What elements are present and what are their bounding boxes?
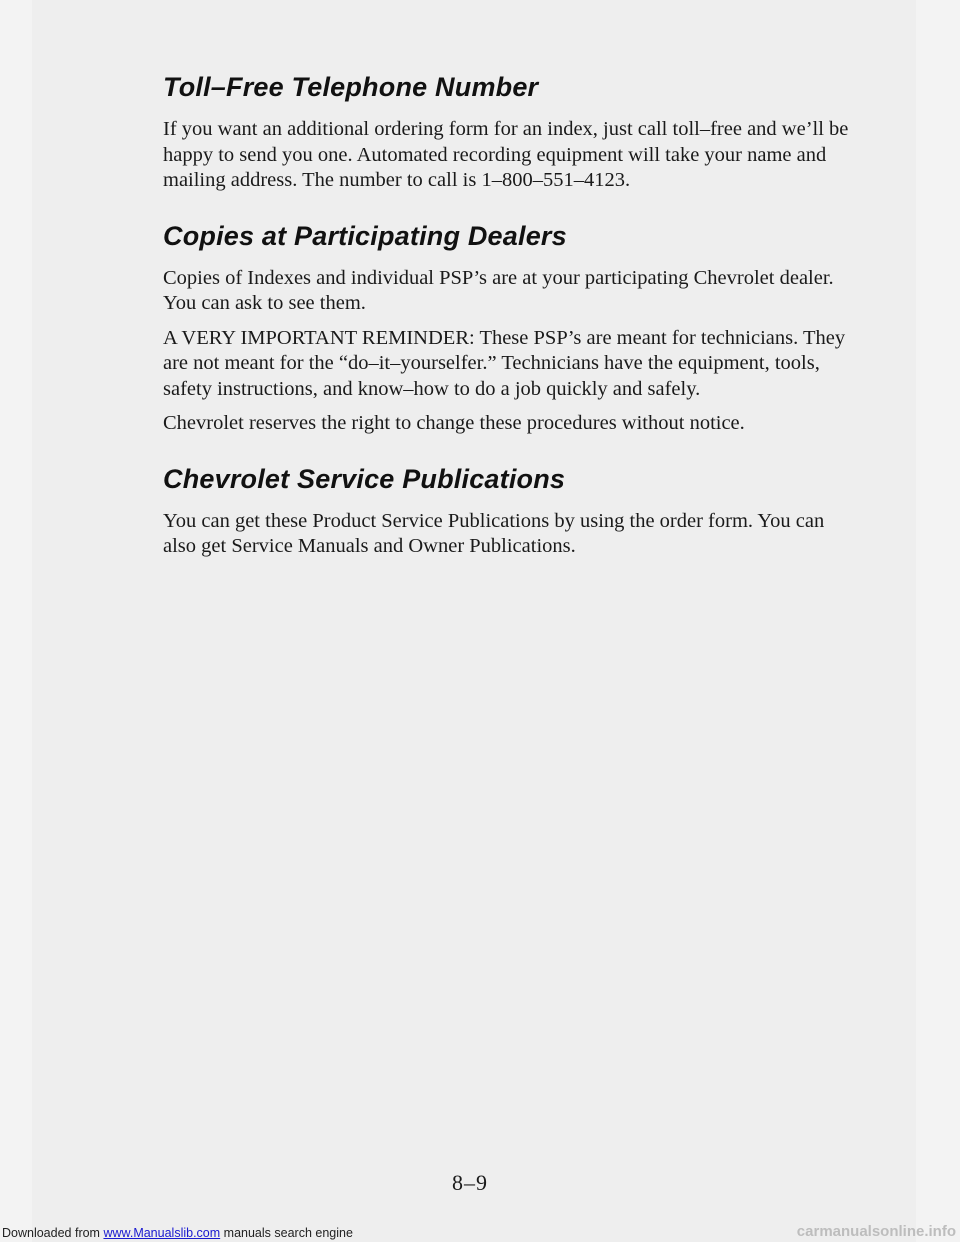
manualslib-link[interactable]: www.Manualslib.com	[103, 1226, 221, 1240]
watermark-text: carmanualsonline.info	[796, 1223, 956, 1240]
section-copies-dealers	[163, 220, 853, 437]
paragraph-reminder: A VERY IMPORTANT REMINDER: These PSP’s are meant for technicians. They are not meant for the “do–it–yourselfer.” Technicians have the equipment, tools, safety instructions, and know–how to do a job quickly and safely.	[163, 326, 846, 400]
heading-service-publications: Chevrolet Service Publications	[163, 463, 566, 494]
footer-prefix: Downloaded from	[2, 1226, 100, 1240]
download-footer	[0, 1224, 960, 1242]
paragraph-reserves: Chevrolet reserves the right to change these procedures without notice.	[163, 412, 745, 434]
page-content	[163, 71, 853, 586]
paragraph-copies: Copies of Indexes and individual PSP’s are at your participating Chevrolet dealer. You can ask to see them.	[163, 266, 834, 314]
heading-toll-free: Toll–Free Telephone Number	[163, 72, 539, 102]
paragraph-toll-free: If you want an additional ordering form for an index, just call toll–free and we’ll be happy to send you one. Automated recording equipment will take your name and mailing address. The number to call is 1–800–551–4123.	[163, 118, 849, 191]
footer-suffix: manuals search engine	[223, 1226, 353, 1240]
paragraph-service-publications: You can get these Product Service Publications by using the order form. You can also get Service Manuals and Owner Publications.	[163, 509, 825, 557]
footer-source	[2, 1225, 353, 1241]
heading-copies-dealers: Copies at Participating Dealers	[163, 220, 567, 251]
section-toll-free	[163, 71, 853, 194]
page-number: 8–9	[452, 1170, 488, 1195]
section-service-publications	[163, 463, 853, 560]
